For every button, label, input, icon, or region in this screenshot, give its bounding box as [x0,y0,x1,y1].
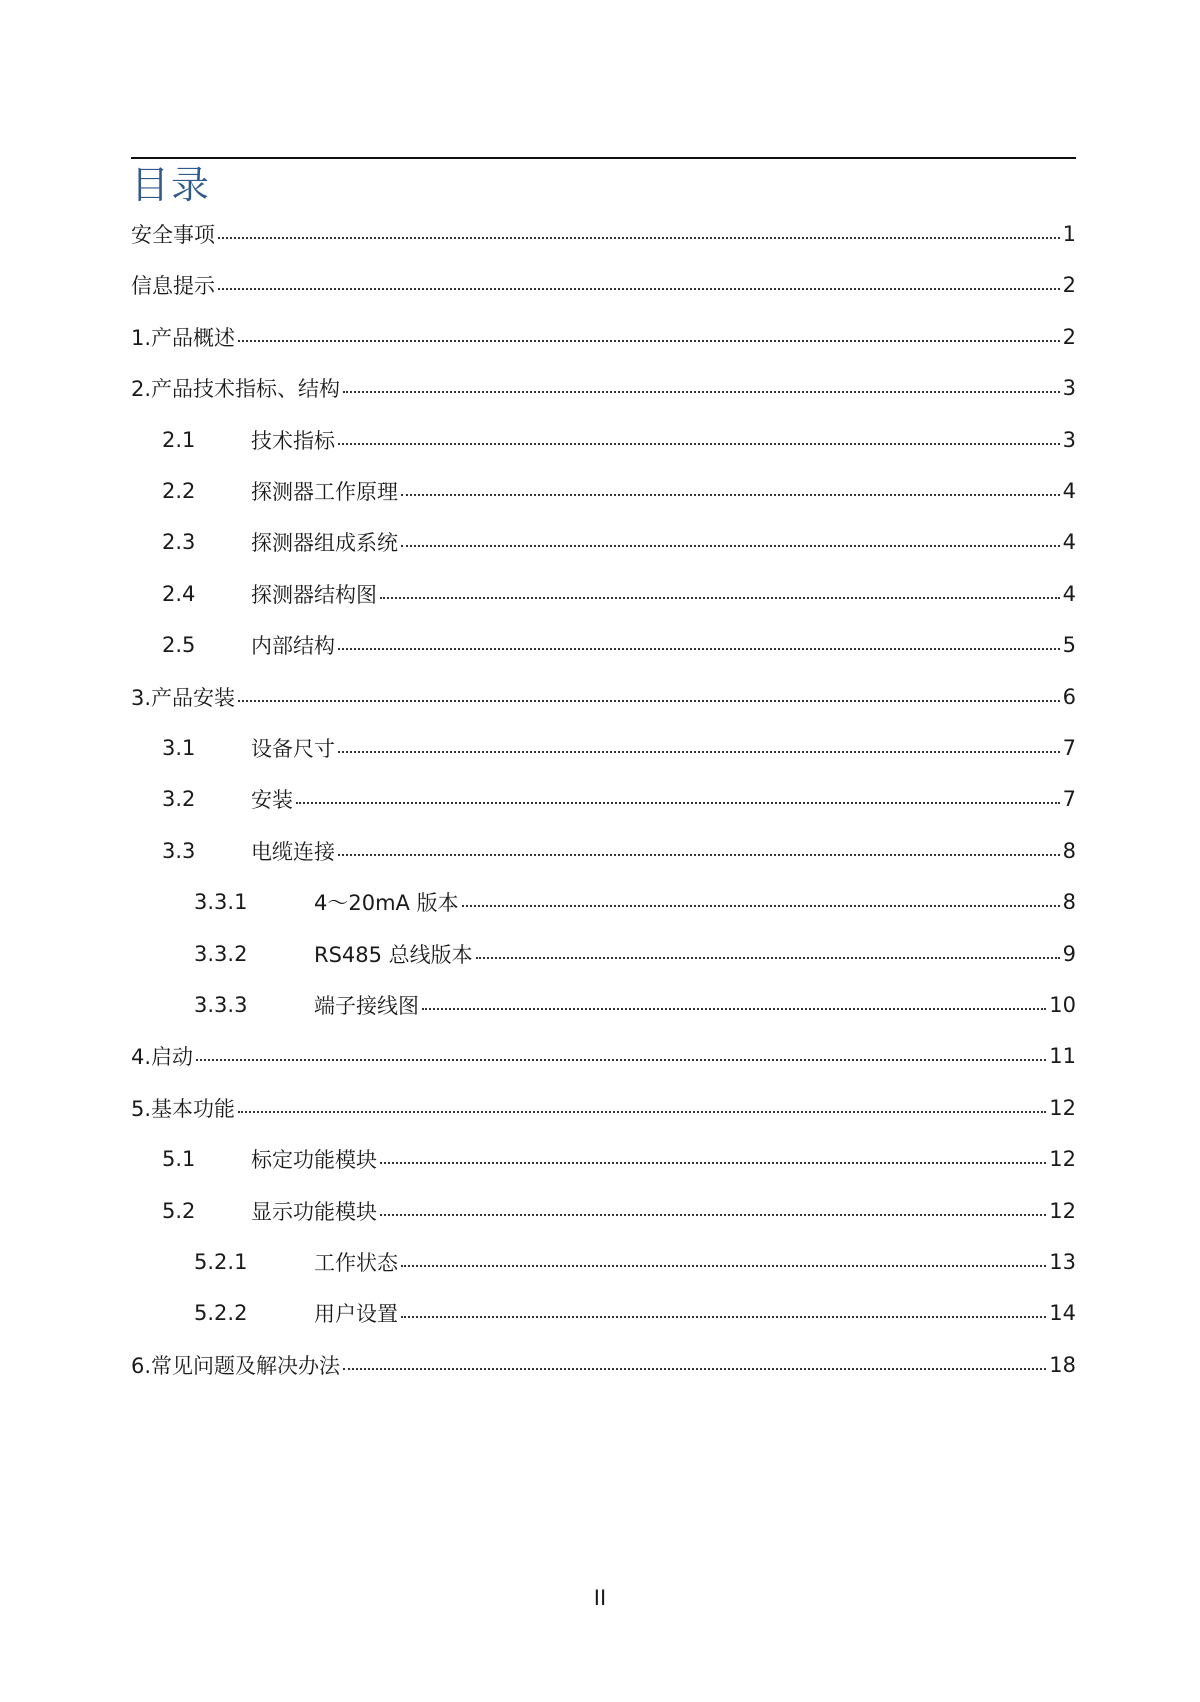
toc-entry-page: 4 [1062,581,1076,606]
toc-entry-number: 2.4 [162,581,196,606]
toc-entry[interactable] [0,823,1200,879]
toc-entry-line [131,1093,1076,1123]
toc-entry-number: 3.3.1 [194,890,248,915]
toc-entry-page: 5 [1062,633,1076,658]
toc-dot-leader [476,957,1060,959]
toc-entry-text: 4～20mA 版本 [314,891,459,916]
toc-title: 目录 [131,163,212,207]
toc-dot-leader [343,391,1060,393]
toc-entry-number: 2.2 [162,479,196,503]
toc-entry-page: 7 [1062,736,1076,760]
toc-dot-leader [380,597,1060,599]
toc-entry[interactable] [0,1285,1200,1341]
toc-entry[interactable] [0,926,1200,982]
toc-entry[interactable] [0,720,1200,776]
toc-entry-text: 信息提示 [131,274,215,299]
toc-entry-line [131,322,1076,352]
toc-entry-line [251,527,1076,557]
toc-entry[interactable] [0,257,1200,313]
header-rule [131,157,1076,159]
toc-entry-line [251,579,1076,609]
toc-entry-text: 安装 [251,788,293,813]
toc-entry-line [251,836,1076,866]
toc-dot-leader [422,1008,1046,1010]
toc-dot-leader [218,288,1060,290]
toc-entry-text: 探测器结构图 [251,582,377,607]
toc-entry-text: 工作状态 [314,1251,398,1275]
toc-dot-leader [218,237,1060,239]
toc-entry-page: 6 [1062,684,1076,709]
toc-entry-page: 4 [1062,479,1076,503]
toc-entry[interactable] [0,309,1200,365]
toc-entry-text: 6.常见问题及解决办法 [131,1353,341,1378]
toc-entry-line [131,1041,1076,1071]
toc-entry-line [131,373,1076,403]
toc-entry[interactable] [0,1131,1200,1187]
toc-dot-leader [462,905,1060,907]
toc-entry[interactable] [0,206,1200,262]
toc-dot-leader [380,1214,1046,1216]
toc-entry-page: 1 [1062,222,1076,246]
toc-entry-page: 3 [1062,427,1076,452]
toc-entry-line [251,733,1076,763]
footer-page-number: II [593,1586,607,1610]
toc-entry-text: 探测器组成系统 [251,531,398,556]
toc-entry-line [251,425,1076,455]
toc-entry-text: 2.产品技术指标、结构 [131,377,341,402]
toc-entry-text: RS485 总线版本 [314,942,473,967]
toc-entry-line [314,1298,1076,1328]
toc-entry-page: 3 [1062,376,1076,401]
toc-dot-leader [238,340,1060,342]
toc-entry-page: 18 [1049,1352,1076,1377]
toc-dot-leader [338,751,1060,753]
toc-entry-text: 内部结构 [251,634,335,659]
toc-entry-line [251,476,1076,506]
toc-entry-line [251,784,1076,814]
toc-dot-leader [338,854,1060,856]
toc-entry-number: 5.2 [162,1198,196,1223]
toc-entry-text: 探测器工作原理 [251,480,398,504]
toc-entry[interactable] [0,514,1200,570]
toc-entry-page: 12 [1049,1095,1076,1120]
toc-entry-line [314,939,1076,969]
toc-dot-leader [343,1368,1046,1370]
toc-entry-line [251,1144,1076,1174]
toc-entry-line [314,887,1076,917]
toc-entry-line [251,630,1076,660]
toc-entry[interactable] [0,463,1200,519]
toc-entry-number: 5.2.2 [194,1301,248,1326]
toc-entry-line [131,682,1076,712]
toc-entry-number: 2.3 [162,530,196,555]
toc-entry-text: 标定功能模块 [251,1148,377,1173]
toc-entry-page: 7 [1062,787,1076,812]
toc-entry-page: 10 [1049,993,1076,1017]
toc-entry-text: 安全事项 [131,223,215,247]
toc-entry-page: 9 [1062,941,1076,966]
toc-entry-text: 设备尺寸 [251,737,335,761]
toc-entry-line [131,219,1076,249]
toc-entry[interactable] [0,669,1200,725]
toc-entry[interactable] [0,771,1200,827]
toc-entry-number: 3.3 [162,838,196,863]
toc-entry-text: 1.产品概述 [131,325,236,350]
toc-dot-leader [380,1162,1046,1164]
toc-entry-number: 3.2 [162,787,196,812]
toc-entry-page: 8 [1062,838,1076,863]
toc-dot-leader [401,494,1060,496]
toc-entry[interactable] [0,1028,1200,1084]
toc-entry-number: 2.5 [162,633,196,658]
toc-entry-line [314,990,1076,1020]
toc-entry-line [131,270,1076,300]
toc-entry-number: 3.1 [162,736,196,760]
toc-entry-page: 2 [1062,324,1076,349]
toc-entry-number: 2.1 [162,427,196,452]
toc-entry[interactable] [0,360,1200,416]
toc-dot-leader [238,1111,1046,1113]
toc-entry[interactable] [0,874,1200,930]
toc-entry-line [314,1247,1076,1277]
toc-entry-line [251,1196,1076,1226]
toc-entry[interactable] [0,412,1200,468]
toc-entry-text: 用户设置 [314,1302,398,1327]
toc-entry[interactable] [0,977,1200,1033]
toc-dot-leader [401,1265,1046,1267]
toc-entry-page: 2 [1062,273,1076,298]
toc-dot-leader [338,443,1060,445]
toc-entry-number: 5.1 [162,1147,196,1172]
toc-entry[interactable] [0,1183,1200,1239]
toc-entry-number: 3.3.2 [194,941,248,966]
toc-entry-page: 11 [1049,1044,1076,1069]
toc-entry-number: 5.2.1 [194,1250,248,1274]
toc-entry[interactable] [0,1080,1200,1136]
toc-entry-page: 13 [1049,1250,1076,1274]
toc-dot-leader [338,648,1060,650]
toc-entry-line [131,1350,1076,1380]
toc-dot-leader [401,1316,1046,1318]
toc-entry-number: 3.3.3 [194,993,248,1017]
toc-entry[interactable] [0,1234,1200,1290]
toc-entry-page: 4 [1062,530,1076,555]
toc-dot-leader [401,545,1060,547]
toc-entry-text: 端子接线图 [314,994,419,1018]
toc-dot-leader [196,1059,1046,1061]
toc-entry-text: 3.产品安装 [131,685,236,710]
toc-entry[interactable] [0,1337,1200,1393]
toc-entry-text: 电缆连接 [251,839,335,864]
toc-entry-page: 8 [1062,890,1076,915]
toc-entry-text: 4.启动 [131,1045,194,1070]
toc-entry-text: 技术指标 [251,428,335,453]
toc-entry-page: 12 [1049,1147,1076,1172]
toc-entry-page: 14 [1049,1301,1076,1326]
toc-dot-leader [296,802,1060,804]
toc-entry[interactable] [0,566,1200,622]
toc-entry-text: 5.基本功能 [131,1096,236,1121]
toc-dot-leader [238,700,1060,702]
toc-entry-page: 12 [1049,1198,1076,1223]
toc-entry-text: 显示功能模块 [251,1199,377,1224]
toc-entry[interactable] [0,617,1200,673]
